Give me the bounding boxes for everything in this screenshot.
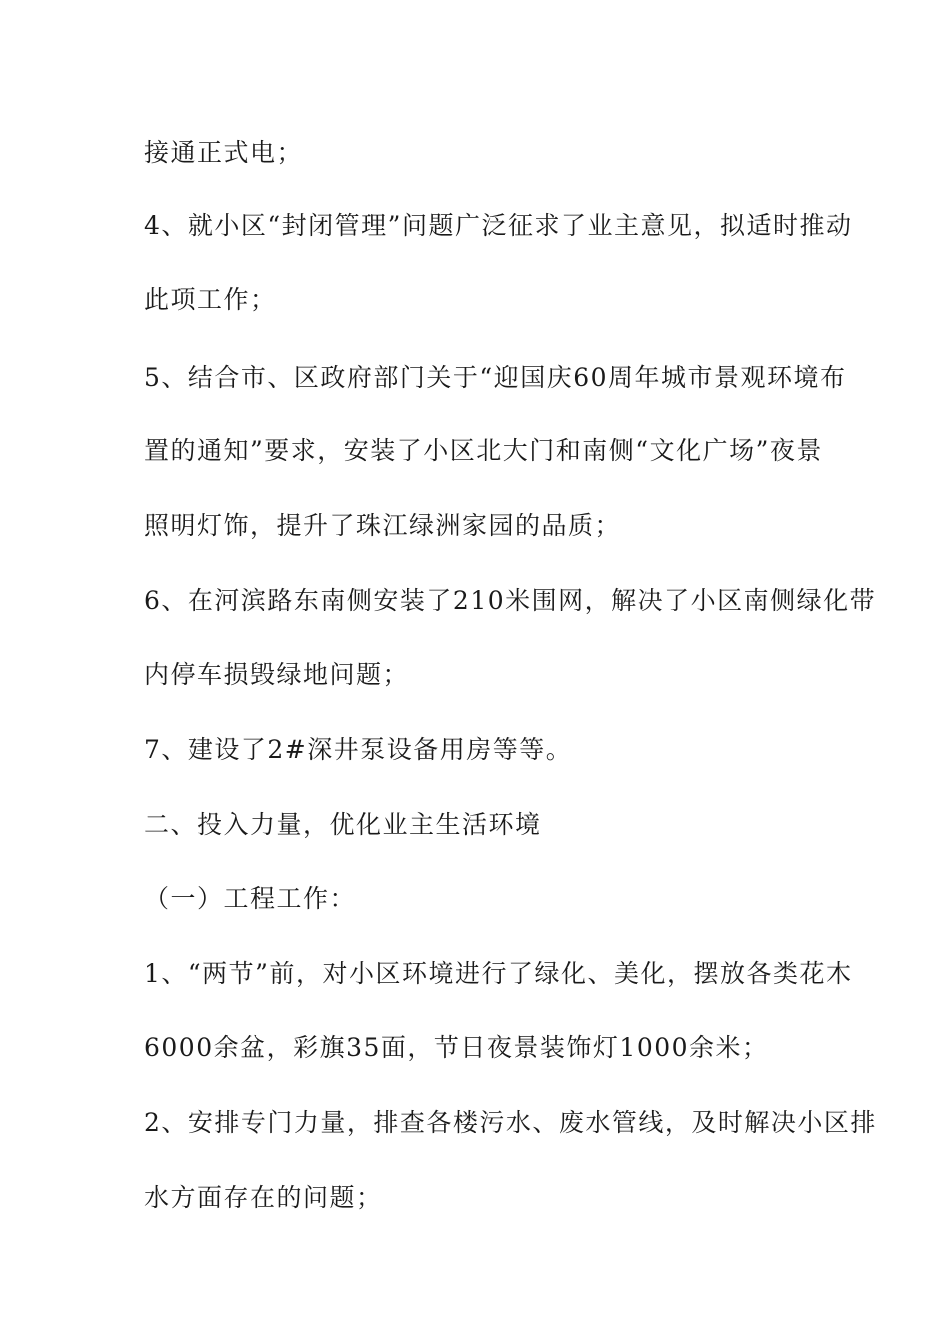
text-line: 内停车损毁绿地问题；: [144, 660, 410, 689]
text-line: 此项工作；: [144, 285, 277, 314]
text-line: 照明灯饰，提升了珠江绿洲家园的品质；: [144, 511, 622, 540]
text-line: 6、在河滨路东南侧安装了210米围网，解决了小区南侧绿化带: [144, 586, 877, 615]
text-line: 5、结合市、区政府部门关于“迎国庆60周年城市景观环境布: [144, 363, 847, 392]
section-heading: 二、投入力量，优化业主生活环境: [144, 810, 542, 839]
text-line: 1、“两节”前，对小区环境进行了绿化、美化，摆放各类花木: [144, 959, 853, 988]
text-line: 接通正式电；: [144, 138, 304, 167]
text-line: 水方面存在的问题；: [144, 1183, 383, 1212]
text-line: 7、建设了2#深井泵设备用房等等。: [144, 735, 573, 764]
text-line: 2、安排专门力量，排查各楼污水、废水管线，及时解决小区排: [144, 1108, 877, 1137]
text-line: 6000余盆，彩旗35面，节日夜景装饰灯1000余米；: [144, 1033, 769, 1062]
text-line: 置的通知”要求，安装了小区北大门和南侧“文化广场”夜景: [144, 436, 823, 465]
text-line: 4、就小区“封闭管理”问题广泛征求了业主意见，拟适时推动: [144, 211, 853, 240]
subsection-heading: （一）工程工作：: [144, 884, 357, 913]
